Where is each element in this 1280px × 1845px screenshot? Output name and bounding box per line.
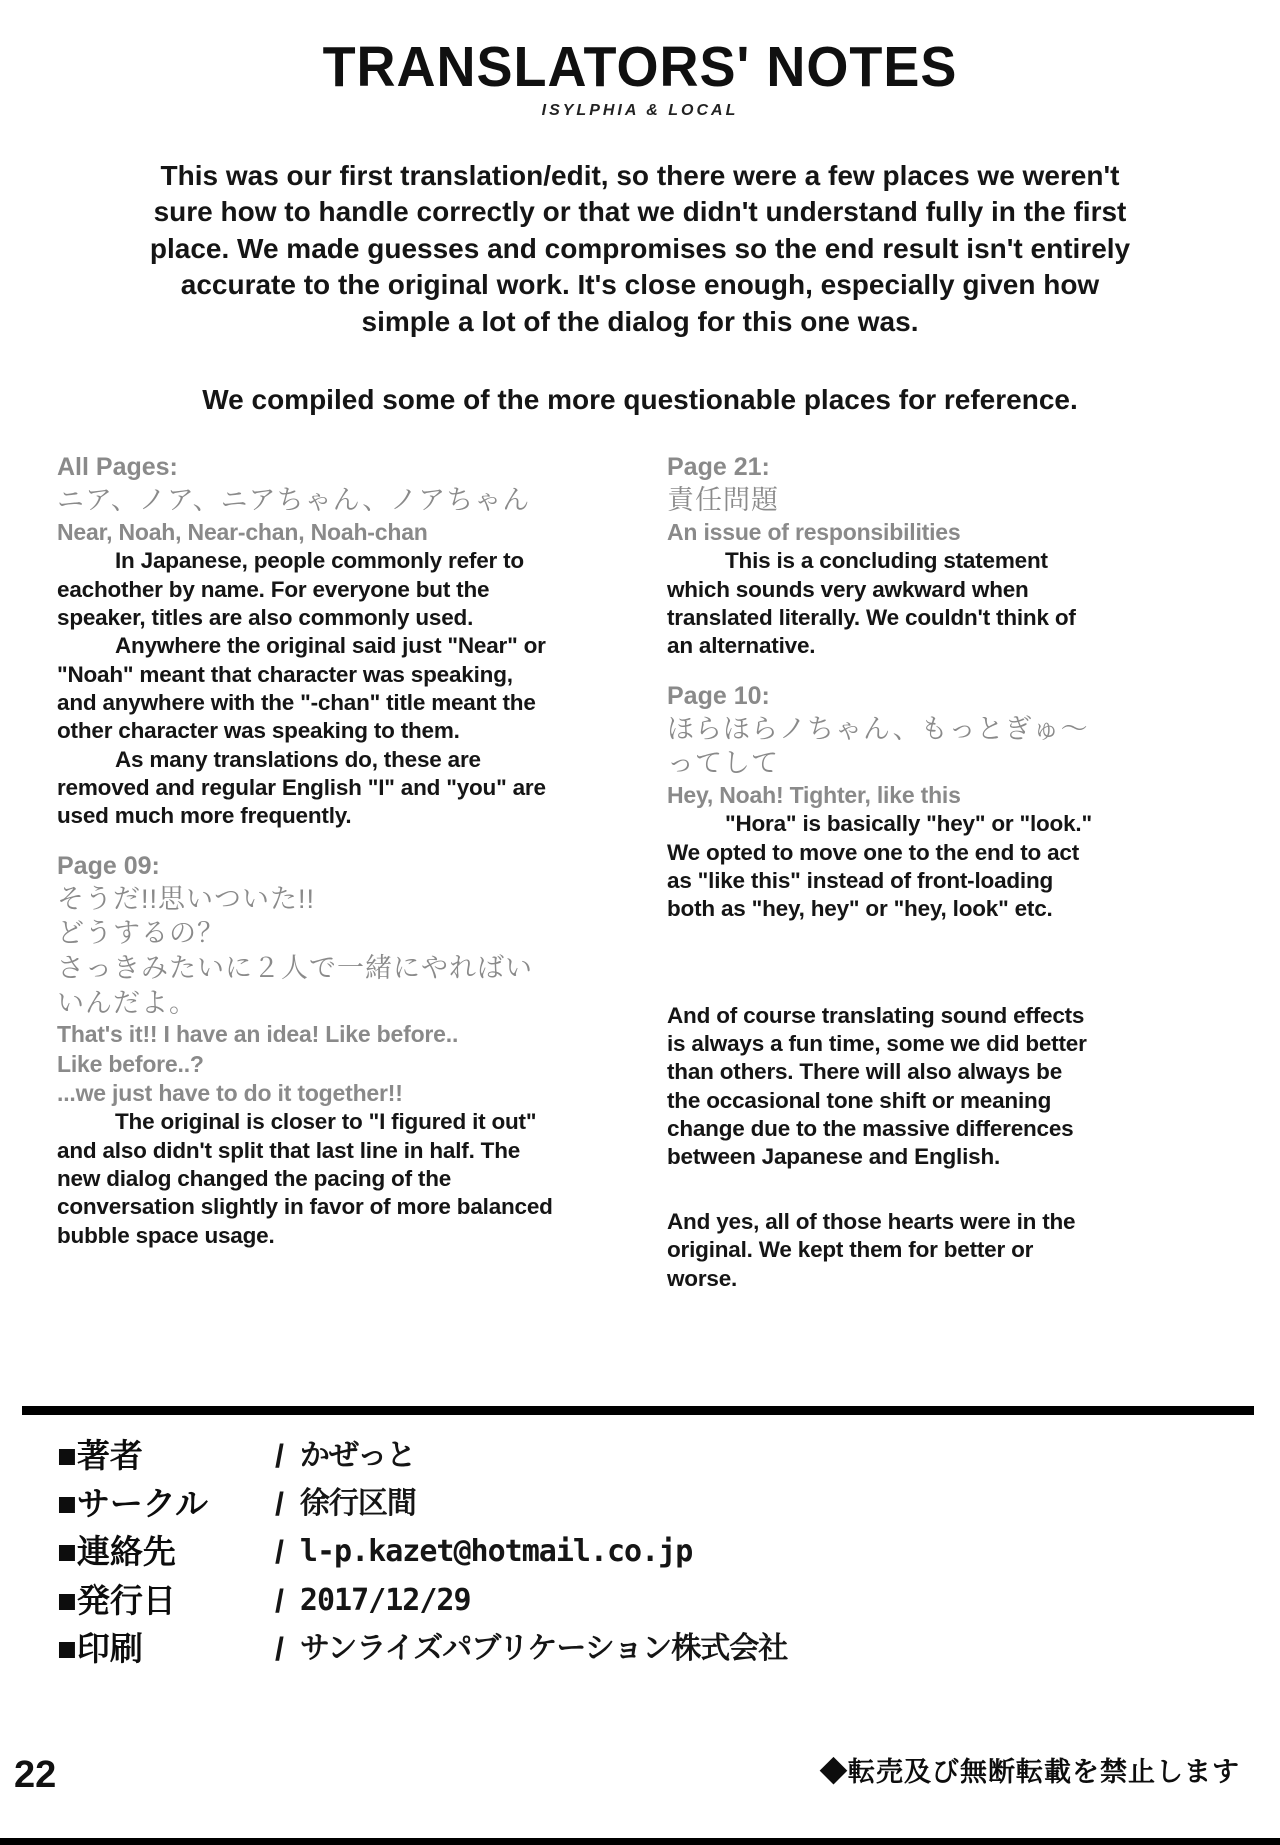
- credit-separator: /: [275, 1438, 284, 1474]
- credits-table: [57, 1432, 1157, 1673]
- translated-line: Like before..?: [57, 1050, 204, 1077]
- section-page-21: [667, 452, 1099, 661]
- section-header: Page 10:: [667, 681, 770, 710]
- credit-separator: /: [275, 1534, 284, 1571]
- credit-label: ■著者: [57, 1437, 143, 1474]
- section-all-pages: [57, 452, 554, 831]
- note-paragraph: "Hora" is basically "hey" or "look." We opted to move one to the end to act as "like this" instead of front-loading both as "hey, hey" or "hey, look" etc.: [667, 811, 1092, 922]
- original-japanese-line: どうするの？: [57, 918, 225, 949]
- credit-separator: /: [275, 1582, 284, 1619]
- original-japanese-line: ほらほらノちゃん、もっとぎゅ～ってして: [667, 713, 1089, 779]
- closing-paragraph-hearts: And yes, all of those hearts were in the original. We kept them for better or worse.: [667, 1208, 1076, 1291]
- credit-label: ■連絡先: [57, 1533, 176, 1571]
- credit-row-circle: [57, 1480, 1157, 1528]
- credit-label: ■印刷: [57, 1629, 143, 1667]
- credit-value: 2017/12/29: [299, 1582, 471, 1618]
- intro-paragraph: This was our first translation/edit, so there were a few places we weren't sure how to handle correctly or that we didn't understand fully in the first place. We made guesses and compromises so the end result isn't entirely accurate to the original work. It's close enough, especially given how simple a lot of the dialog for this one was.: [149, 160, 1131, 337]
- page-title: TRANSLATORS' NOTES: [322, 35, 958, 99]
- credit-value-email: l-p.kazet@hotmail.co.jp: [299, 1534, 693, 1570]
- page-number: 22: [14, 1754, 57, 1796]
- note-paragraph: In Japanese, people commonly refer to eachother by name. For everyone but the speaker, titles are also commonly used.: [57, 548, 524, 630]
- credit-label: ■サークル: [57, 1485, 208, 1523]
- divider-bar: [22, 1406, 1254, 1415]
- original-japanese-line: さっきみたいに２人で一緒にやればいいんだよ。: [57, 953, 533, 1018]
- translated-line: That's it!! I have an idea! Like before..: [57, 1021, 459, 1048]
- section-page-10: [667, 681, 1099, 924]
- page-header: [0, 36, 1280, 120]
- credit-row-publish-date: [57, 1577, 1157, 1625]
- notes-column-right: [667, 452, 1099, 1293]
- translated-line: Near, Noah, Near-chan, Noah-chan: [57, 518, 428, 545]
- original-japanese-line: 責任問題: [667, 485, 779, 516]
- credit-row-author: [57, 1432, 1157, 1480]
- note-paragraph: The original is closer to "I figured it out" and also didn't split that last line in half. The new dialog changed the pacing of the conversation slightly in favor of more balanced bubble space usage.: [57, 1109, 553, 1248]
- translated-line: Hey, Noah! Tighter, like this: [667, 781, 961, 808]
- bottom-border-bar: [0, 1838, 1280, 1845]
- credit-separator: /: [275, 1630, 284, 1667]
- section-header: All Pages:: [57, 453, 178, 481]
- page-subtitle: ISYLPHIA & LOCAL: [541, 102, 739, 119]
- credit-value: 徐行区間: [299, 1486, 416, 1522]
- credit-row-contact: [57, 1528, 1157, 1576]
- translated-line: ...we just have to do it together!!: [57, 1079, 403, 1106]
- notes-column-left: [57, 452, 554, 1293]
- closing-paragraph-sound-effects: And of course translating sound effects is always a fun time, some we did better than others. There will also always be the occasional tone shift or meaning change due to the massive differences between Japanese and English.: [667, 1002, 1087, 1170]
- credit-label: ■発行日: [57, 1581, 176, 1619]
- translated-line: An issue of responsibilities: [667, 518, 961, 545]
- note-paragraph: As many translations do, these are removed and regular English "I" and "you" are used much more frequently.: [57, 746, 546, 829]
- notes-columns: [57, 452, 1232, 1293]
- original-japanese-line: ニア、ノア、ニアちゃん、ノアちゃん: [57, 485, 531, 516]
- credit-row-printer: [57, 1625, 1157, 1673]
- credit-separator: /: [275, 1486, 284, 1523]
- credit-value: かぜっと: [299, 1438, 416, 1473]
- section-page-09: [57, 851, 554, 1250]
- note-paragraph: Anywhere the original said just "Near" or "Noah" meant that character was speaking, and anywhere with the "-chan" title meant the other character was speaking to them.: [57, 633, 546, 744]
- section-header: Page 21:: [667, 453, 770, 481]
- credit-value: サンライズパブリケーション株式会社: [299, 1630, 788, 1666]
- compiled-line: We compiled some of the more questionable places for reference.: [202, 384, 1078, 415]
- note-paragraph: This is a concluding statement which sounds very awkward when translated literally. We couldn't think of an alternative.: [667, 548, 1076, 659]
- section-header: Page 09:: [57, 851, 160, 880]
- reprint-prohibition-notice: ◆転売及び無断転載を禁止します: [820, 1757, 1240, 1787]
- original-japanese-line: そうだ!!思いついた!!: [57, 883, 316, 914]
